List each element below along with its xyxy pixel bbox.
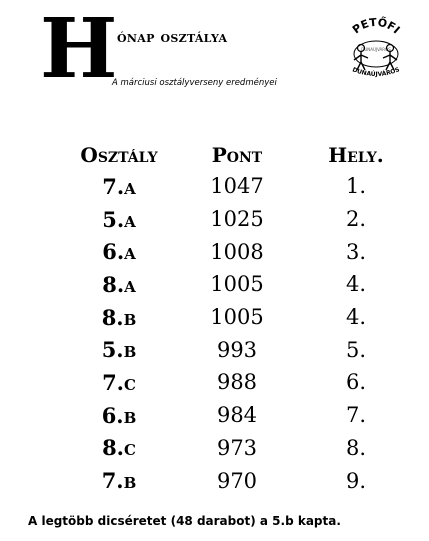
logo-bottom-text: DUNAÚJVÁROS — [351, 66, 401, 79]
results-header-row — [60, 140, 416, 170]
page-subtitle: A márciusi osztályverseny eredményei — [112, 78, 277, 88]
rank-cell: 3. — [345, 239, 367, 264]
points-cell: 988 — [216, 370, 258, 395]
table-row — [60, 203, 416, 236]
rank-cell: 6. — [345, 370, 367, 395]
rank-cell: 4. — [345, 272, 367, 297]
points-cell: 993 — [216, 337, 258, 362]
table-row — [60, 464, 416, 497]
rank-cell: 9. — [345, 468, 367, 493]
logo-middle-text: DUNAÚJVÁROS — [361, 47, 391, 52]
points-cell: 1047 — [210, 174, 264, 199]
points-cell: 970 — [216, 468, 258, 493]
table-row — [60, 235, 416, 268]
class-cell: 5.a — [102, 206, 136, 232]
table-row — [60, 333, 416, 366]
rank-cell: 2. — [345, 207, 367, 232]
rank-cell: 4. — [345, 305, 367, 330]
table-row — [60, 432, 416, 465]
class-cell: 8.a — [102, 271, 136, 297]
class-cell: 8.c — [102, 435, 136, 461]
points-cell: 1025 — [210, 207, 264, 232]
rank-cell: 1. — [345, 174, 367, 199]
points-cell: 984 — [216, 403, 258, 428]
column-header-rank: Hely. — [328, 143, 384, 167]
table-row — [60, 366, 416, 399]
table-row — [60, 399, 416, 432]
class-cell: 8.b — [101, 304, 137, 330]
points-cell: 1008 — [210, 239, 264, 264]
school-logo — [338, 14, 414, 86]
column-header-class: Osztály — [80, 143, 158, 167]
footer-note: A legtöbb dicséretet (48 darabot) a 5.b kapta. — [28, 514, 341, 528]
points-cell: 973 — [216, 435, 258, 460]
table-row — [60, 170, 416, 203]
rank-cell: 8. — [345, 435, 367, 460]
column-header-points: Pont — [211, 143, 263, 167]
table-row — [60, 268, 416, 301]
logo-top-text: PETŐFI — [349, 15, 403, 37]
class-cell: 7.b — [101, 468, 137, 494]
class-cell: 5.b — [101, 337, 137, 363]
page-title: ónap osztálya — [117, 27, 228, 46]
results-table — [60, 140, 416, 497]
class-cell: 6.a — [102, 239, 136, 265]
title-initial-letter: H — [40, 1, 118, 97]
rank-cell: 5. — [345, 337, 367, 362]
class-cell: 7.c — [102, 369, 136, 395]
class-cell: 7.a — [102, 173, 136, 199]
points-cell: 1005 — [210, 272, 264, 297]
rank-cell: 7. — [345, 403, 367, 428]
class-cell: 6.b — [101, 402, 137, 428]
points-cell: 1005 — [210, 305, 264, 330]
table-row — [60, 301, 416, 334]
